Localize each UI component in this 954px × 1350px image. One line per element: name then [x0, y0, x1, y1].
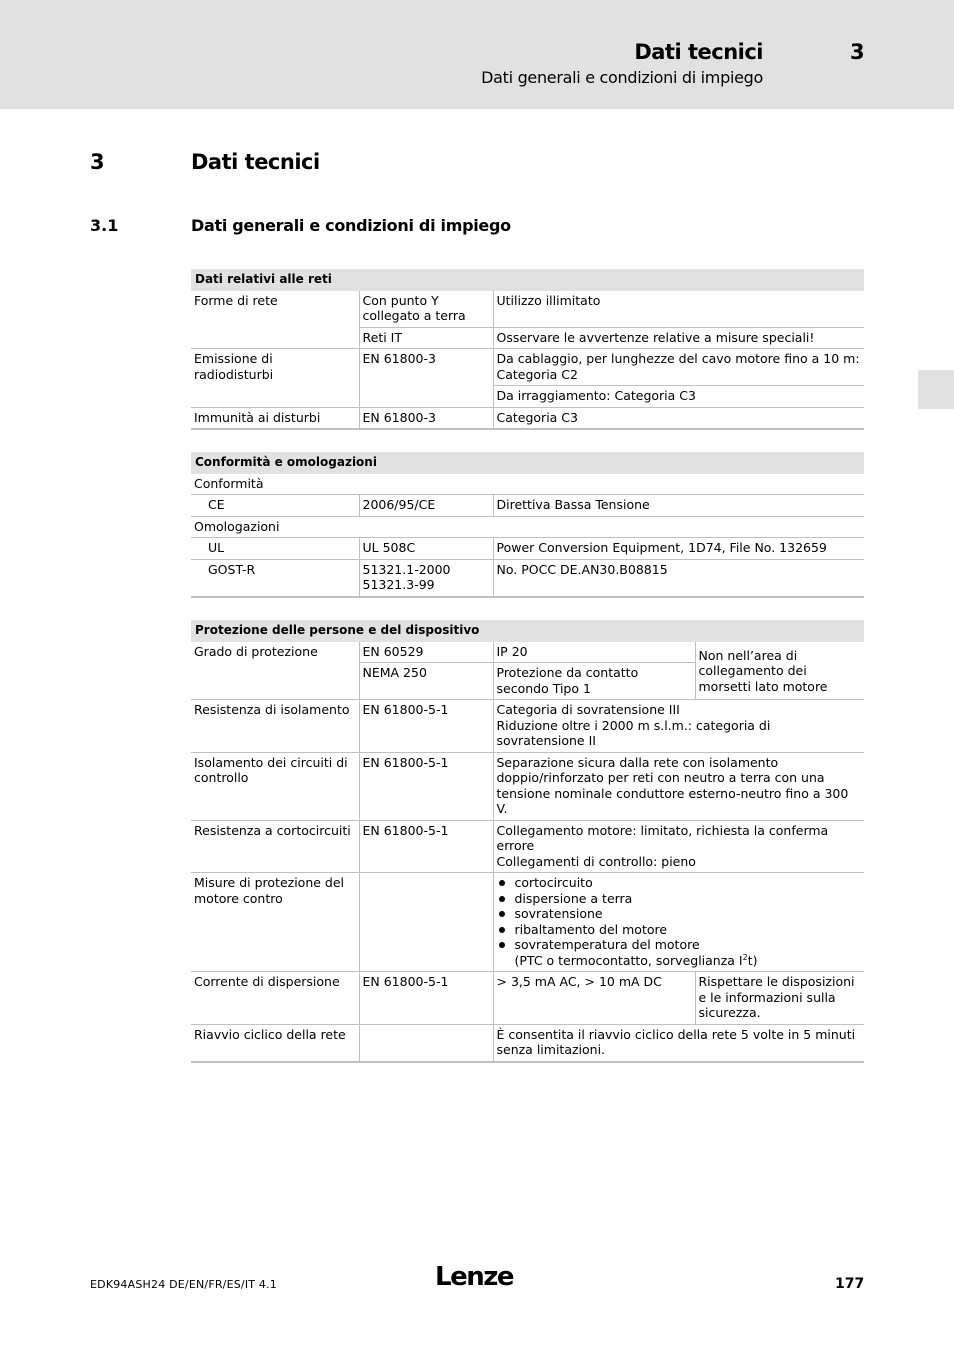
table-row — [191, 516, 864, 538]
table-cell: Forme di rete — [191, 291, 359, 349]
cell-line: 51321.3-99 — [362, 577, 435, 592]
table-row — [191, 1024, 864, 1062]
table-cell: Reti IT — [359, 327, 493, 349]
table-cell — [359, 1024, 493, 1062]
table-cell: Categoria C3 — [493, 407, 864, 429]
cell-line: Collegamenti di controllo: pieno — [496, 853, 696, 869]
header-chapter-number: 3 — [850, 40, 865, 64]
heading1-text: Dati tecnici — [191, 150, 320, 174]
cell-line: Riduzione oltre i 2000 m s.l.m.: categoria di sovratensione II — [496, 717, 771, 748]
table-cell: Non nell’area di collegamento dei morsetti lato motore — [695, 642, 864, 700]
table-cell: UL — [191, 538, 359, 560]
table-cell: Riavvio ciclico della rete — [191, 1024, 359, 1062]
table-cell: Utilizzo illimitato — [493, 291, 864, 328]
table-cell: Resistenza di isolamento — [191, 700, 359, 753]
lenze-logo: Lenze — [435, 1262, 513, 1292]
table-row — [191, 972, 864, 1025]
table-group-label: Omologazioni — [191, 516, 864, 538]
table-cell: > 3,5 mA AC, > 10 mA DC — [493, 972, 695, 1025]
table-cell: Immunità ai disturbi — [191, 407, 359, 429]
heading2-text: Dati generali e condizioni di impiego — [191, 216, 511, 235]
header-subtitle: Dati generali e condizioni di impiego — [481, 68, 763, 87]
list-item-text: sovratemperatura del motore — [514, 937, 700, 952]
list-item: ribaltamento del motore — [497, 922, 862, 938]
table-cell: Rispettare le disposizioni e le informazioni sulla sicurezza. — [695, 972, 864, 1025]
table-cell: Corrente di dispersione — [191, 972, 359, 1025]
table-row — [191, 538, 864, 560]
table-row — [191, 820, 864, 873]
table-cell: Grado di protezione — [191, 642, 359, 700]
table-row — [191, 495, 864, 517]
table-cell — [493, 700, 864, 753]
table-cell: EN 61800-5-1 — [359, 972, 493, 1025]
table-row — [191, 349, 864, 386]
table-cell: No. POCC DE.AN30.B08815 — [493, 559, 864, 597]
table-row — [191, 474, 864, 495]
table-section-title: Conformità e omologazioni — [191, 452, 864, 474]
table-cell: Resistenza a cortocircuiti — [191, 820, 359, 873]
table-cell: EN 61800-5-1 — [359, 752, 493, 820]
table-cell: EN 61800-3 — [359, 407, 493, 429]
page-header-band — [0, 0, 954, 109]
table-cell: Separazione sicura dalla rete con isolamento doppio/rinforzato per reti con neutro a terra con una tensione nominale conduttore esterno-neutro fino a 300 V. — [493, 752, 864, 820]
table-cell: Misure di protezione del motore contro — [191, 873, 359, 972]
table-cell — [359, 559, 493, 597]
table-cell: Direttiva Bassa Tensione — [493, 495, 864, 517]
table-cell: NEMA 250 — [359, 663, 493, 700]
protection-bullet-list — [497, 875, 862, 968]
table-cell: Protezione da contatto secondo Tipo 1 — [493, 663, 695, 700]
table-cell: EN 61800-3 — [359, 349, 493, 408]
list-item: cortocircuito — [497, 875, 862, 891]
table-cell — [493, 820, 864, 873]
table-cell: Power Conversion Equipment, 1D74, File No. 132659 — [493, 538, 864, 560]
table-group-label: Conformità — [191, 474, 864, 495]
table-row — [191, 291, 864, 328]
table-cell: CE — [191, 495, 359, 517]
header-title: Dati tecnici — [634, 40, 763, 64]
table-cell: Con punto Y collegato a terra — [359, 291, 493, 328]
footer-document-id: EDK94ASH24 DE/EN/FR/ES/IT 4.1 — [90, 1278, 277, 1291]
note-superscript: 2 — [742, 952, 748, 962]
chapter-side-tab — [918, 370, 954, 409]
note-part: (PTC o termocontatto, sorveglianza I — [514, 952, 743, 968]
table-cell: GOST-R — [191, 559, 359, 597]
table-cell: Da irraggiamento: Categoria C3 — [493, 386, 864, 408]
table-cell: UL 508C — [359, 538, 493, 560]
table-cell: È consentita il riavvio ciclico della rete 5 volte in 5 minuti senza limitazioni. — [493, 1024, 864, 1062]
table-cell — [359, 873, 493, 972]
list-item: dispersione a terra — [497, 891, 862, 907]
table-protection — [191, 620, 864, 1063]
table-cell: Isolamento dei circuiti di controllo — [191, 752, 359, 820]
table-cell: Osservare le avvertenze relative a misure speciali! — [493, 327, 864, 349]
table-cell: Emissione di radiodisturbi — [191, 349, 359, 408]
list-item-note — [515, 953, 862, 969]
list-item — [497, 937, 862, 968]
list-item: sovratensione — [497, 906, 862, 922]
table-cell: EN 61800-5-1 — [359, 700, 493, 753]
table-section-title: Dati relativi alle reti — [191, 269, 864, 291]
table-network-data — [191, 269, 864, 430]
table-section-title: Protezione delle persone e del dispositivo — [191, 620, 864, 642]
table-conformity — [191, 452, 864, 598]
cell-line: Collegamento motore: limitato, richiesta la conferma errore — [496, 822, 829, 853]
cell-line: Categoria di sovratensione III — [496, 702, 680, 717]
page-number: 177 — [835, 1276, 865, 1292]
table-cell: EN 61800-5-1 — [359, 820, 493, 873]
note-part: t) — [747, 952, 758, 968]
table-row — [191, 407, 864, 429]
heading1-number: 3 — [90, 150, 105, 174]
table-row — [191, 752, 864, 820]
table-row — [191, 700, 864, 753]
table-cell — [493, 873, 864, 972]
table-row — [191, 642, 864, 663]
table-cell: IP 20 — [493, 642, 695, 663]
table-row — [191, 559, 864, 597]
heading2-number: 3.1 — [90, 216, 119, 235]
table-row — [191, 873, 864, 972]
cell-line: 51321.1-2000 — [362, 561, 451, 577]
table-cell: 2006/95/CE — [359, 495, 493, 517]
table-cell: EN 60529 — [359, 642, 493, 663]
table-cell: Da cablaggio, per lunghezze del cavo motore fino a 10 m: Categoria C2 — [493, 349, 864, 386]
